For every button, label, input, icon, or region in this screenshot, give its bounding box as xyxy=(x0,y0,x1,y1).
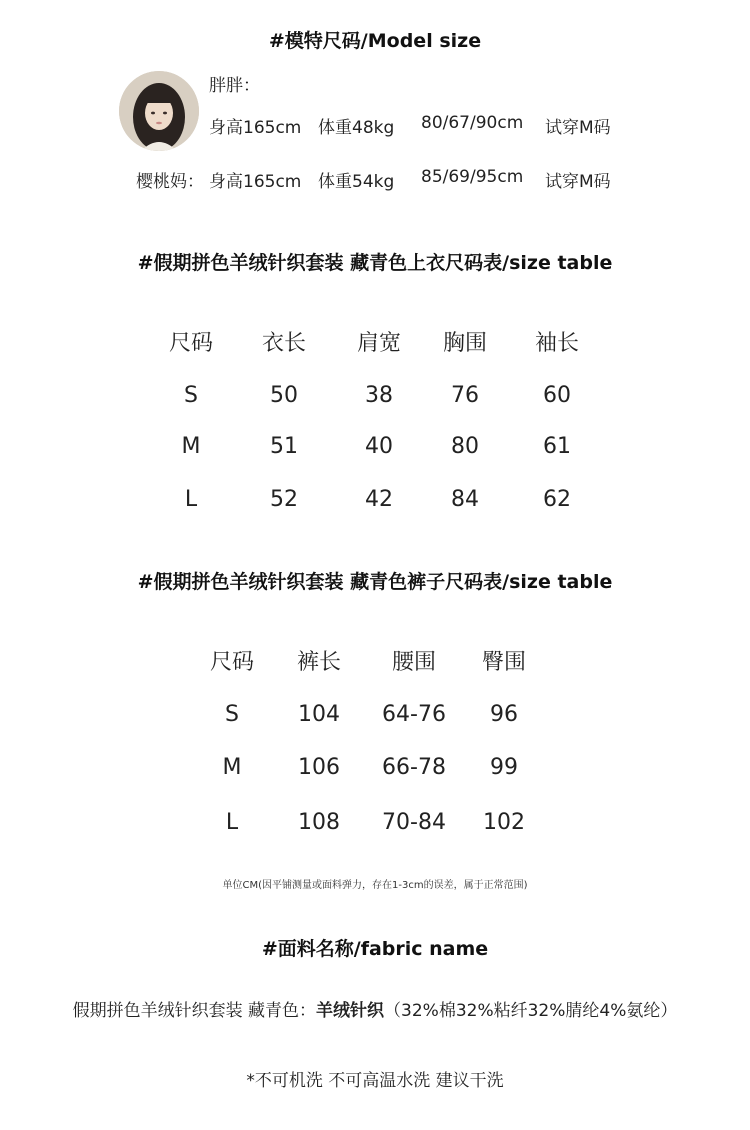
pants-header-waist: 腰围 xyxy=(391,650,437,675)
model-size-heading: #模特尺码/Model size xyxy=(268,30,482,52)
table-cell: 70-84 xyxy=(382,810,446,835)
table-cell: 60 xyxy=(543,383,571,408)
fabric-material: 羊绒针织 xyxy=(316,1001,385,1021)
pants-header-size: 尺码 xyxy=(209,650,255,675)
table-cell: 84 xyxy=(451,487,479,512)
table-cell: 76 xyxy=(451,383,479,408)
table-cell: 42 xyxy=(365,487,393,512)
pants-header-hip: 臀围 xyxy=(481,650,527,675)
top-header-shoulder: 肩宽 xyxy=(356,331,402,356)
table-cell: 99 xyxy=(490,755,518,780)
table-cell: 104 xyxy=(298,702,340,727)
model1-weight: 体重48kg xyxy=(318,118,395,138)
model2-measurements: 85/69/95cm xyxy=(421,167,524,187)
table-cell: 62 xyxy=(543,487,571,512)
top-size-table-heading: #假期拼色羊绒针织套装 藏青色上衣尺码表/size table xyxy=(137,252,613,274)
table-cell: 96 xyxy=(490,702,518,727)
table-cell: 61 xyxy=(543,434,571,459)
table-cell: L xyxy=(184,487,198,512)
top-header-sleeve: 袖长 xyxy=(534,331,580,356)
table-cell: 66-78 xyxy=(382,755,446,780)
fabric-description xyxy=(0,996,750,1021)
model1-name: 胖胖： xyxy=(209,76,260,96)
table-cell: 40 xyxy=(365,434,393,459)
table-cell: 52 xyxy=(270,487,298,512)
top-header-length: 衣长 xyxy=(261,331,307,356)
table-cell: 64-76 xyxy=(382,702,446,727)
fabric-product: 假期拼色羊绒针织套装 藏青色： xyxy=(72,1001,317,1021)
table-cell: 51 xyxy=(270,434,298,459)
fabric-heading: #面料名称/fabric name xyxy=(261,938,489,960)
pants-header-length: 裤长 xyxy=(296,650,342,675)
table-cell: 80 xyxy=(451,434,479,459)
table-cell: L xyxy=(225,810,239,835)
table-cell: 50 xyxy=(270,383,298,408)
model2-height: 身高165cm xyxy=(209,172,302,192)
model2-name: 樱桃妈： xyxy=(136,172,204,192)
model1-height: 身高165cm xyxy=(209,118,302,138)
unit-note: 单位CM(因平铺测量或面料弹力，存在1-3cm的误差，属于正常范围) xyxy=(222,880,528,891)
table-cell: 38 xyxy=(365,383,393,408)
table-cell: M xyxy=(181,434,201,459)
top-header-chest: 胸围 xyxy=(442,331,488,356)
pants-size-table-heading: #假期拼色羊绒针织套装 藏青色裤子尺码表/size table xyxy=(137,571,613,593)
care-note: *不可机洗 不可高温水洗 建议干洗 xyxy=(246,1071,504,1091)
table-cell: 108 xyxy=(298,810,340,835)
model-avatar xyxy=(119,71,199,151)
model2-weight: 体重54kg xyxy=(318,172,395,192)
table-cell: M xyxy=(222,755,242,780)
model1-measurements: 80/67/90cm xyxy=(421,113,524,133)
table-cell: S xyxy=(184,383,198,408)
table-cell: 102 xyxy=(483,810,525,835)
model2-tried-size: 试穿M码 xyxy=(545,172,611,192)
fabric-composition: （32%棉32%粘纤32%腈纶4%氨纶） xyxy=(384,1001,678,1021)
top-header-size: 尺码 xyxy=(168,331,214,356)
table-cell: S xyxy=(225,702,239,727)
table-cell: 106 xyxy=(298,755,340,780)
model1-tried-size: 试穿M码 xyxy=(545,118,611,138)
